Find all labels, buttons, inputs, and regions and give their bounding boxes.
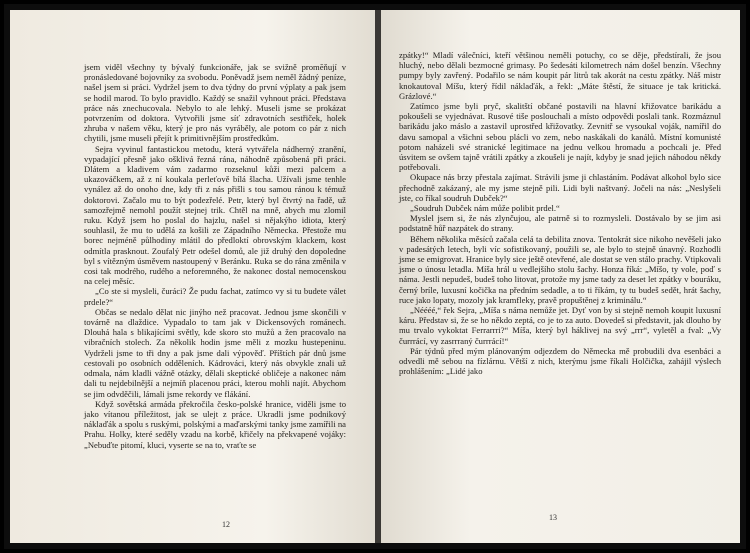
- right-page-text: [399, 50, 721, 377]
- left-page-text: [84, 62, 346, 450]
- paragraph: Občas se nedalo dělat nic jinýho než pracovat. Jednou jsme skončili v továrně na dlaždice. Vypadalo to tam jak v Dickensových románech. Dlouhá hala s blikajícími světly, kde skoro sto mužů a žen pracovalo na vibračních stolech. Za několik hodin jsme měli z mozku hustepeninu. Vydrželi jsme to tři dny a pak jsme dali výpověď. Příštích pár dnů jsme cestovali po osobních odděleních. Kádrováci, který nás obvykle znali už odmala, nám kladli vážně otázky, dělali skeptické obličeje a nakonec nám dali tu nejdebilnější a nejmíň placenou práci, kterou mohli najít. Abychom se jim odvděčili, lámali jsme rekordy ve flákání.: [84, 306, 346, 399]
- left-page: [10, 10, 375, 543]
- paragraph: „Co ste si mysleli, čuráci? Že pudu fachat, zatímco vy si tu budete válet prdele?“: [84, 286, 346, 307]
- paragraph: jsem viděl všechny ty bývalý funkcionáře, jak se svižně promĕňují v pronásledované bojovníky za svobodu. Poněvadž jsem neměl žádný peníze, našel jsem si práci. Vydržel jsem to dva týdny do první výplaty a pak jsem se hodil marod. To bylo pravidlo. Každý se snažil vyhnout práci. Představa práce nás znechucovala. Nebylo to ale lehký. Museli jsme se prokázat potvrzením od doktora. Vytvořili jsme síť zdravotních sestřiček, holek zhruba v našem věku, který je pro nás vyráběly, ale potom co pár z nich chytili, jsme museli přejít k primitivnějším prostředkům.: [84, 62, 346, 144]
- book-spread: [4, 4, 746, 549]
- paragraph: Když sovětská armáda překročila česko-polské hranice, viděli jsme to jako vítanou příležitost, jak se ulejt z práce. Ukradli jsme podnikový náklaďák a spolu s ruskými, polskými a maďarskými tanky jsme zamířili na Prahu. Holky, které seděly vzadu na korbě, křičely na překvapené vojáky: „Nebuďte pitomí, kluci, vyserte se na to, vraťte se: [84, 398, 346, 450]
- paragraph: „Néééé,“ řek Sejra, „Míša s náma nemůže jet. Dyť von by si stejně nemoh koupit luxusní káru. Představ si, že se ho někdo zeptá, co je to za auto. Dovedeš si představit, jak dlouho by mu trvalo vykoktat Ferrarrri?“ Míša, který byl hákliveј na svý „rrr“, vyletěl a fval: „Vy čurrrácí, vy zasrrraný čurrrácí!“: [399, 305, 721, 346]
- page-number: 13: [549, 513, 557, 522]
- paragraph: zpátky!“ Mladí válečníci, kteří většinou neměli potuchy, co se děje, předstírali, že jsou hluchý, nebo dělali bezmocné grimasy. Po šedesáti kilometrech nám došel benzín. Všechny pumpy byly zavřený. Podařilo se nám koupit pár litrů tak akorát na cestu zpátky. Náš mistr knokautoval Míšu, který řídil náklaďák, a řekl: „Máte štěstí, že situace je tak kritická. Grázlové.“: [399, 50, 721, 101]
- page-number: 12: [222, 520, 230, 529]
- right-page: [381, 10, 740, 543]
- paragraph: Zatímco jsme byli pryč, skalitští občané postavili na hlavní křižovatce barikádu a pokoušeli se vyjednávat. Rusové tiše poslouchali a místo odpovědi poslali tank. Rozmáznul barikádu jako máslo a zastavil uprostřed křižovatky. Zevnitř se vysoukal voják, namířil do davu samopal a všichni sebou plácli vo zem, nebo naskákali do kanálů. Místní komunisté potom naházeli své stranické legitimace na jednu velkou hromadu a pochcali je. Před úsvitem se ovšem tajně vrátili zpátky a zkoušeli je najít, kdyby je snad jejich náhodou někdy potřebovali.: [399, 101, 721, 173]
- paragraph: Pár týdnů před mým plánovaným odjezdem do Německa mě probudili dva esenbáci a odvedli mě sebou na fízlárnu. Větší z nich, kterýmu jsme říkali Holčička, zahájil výslech prohlášením: „Lidé jako: [399, 345, 721, 377]
- paragraph: „Soudruh Dubček nám může polibit prdel.“: [410, 203, 560, 214]
- paragraph: Okupace nás brzy přestala zajímat. Strávili jsme ji chlastáním. Podávat alkohol bylo sice přechodně zakázaný, ale my jsme stejně pili. Lidi byli naštvaný. Jočeli na nás: „Neslyšeli jste, co říkal soudruh Dubček?“: [399, 172, 721, 203]
- paragraph: Myslel jsem si, že nás zlynčujou, ale patrně si to rozmysleli. Dostávalo by se jim asi podstatně hůř nazpátek do strany.: [399, 213, 721, 234]
- paragraph: Během několika měsíců začala celá ta debilita znova. Tentokrát sice nikoho nevěšeli jako v padesátých letech, byli víc sofistikovaný, použili se, ale bylo to stejně únavný. Rozhodli jsme se emigrovat. Hranice byly sice ještě otevřené, ale dostat se ven stálo prachy. Vtipkovali jsme o únosu letadla. Míša hrál u vedlejšího stolu šachy. Honza říká: „Míšo, ty vole, poď s náma. Jestli nepudeš, budeš toho litovat, protože my jsme tady za deset let zpátky v bouráku, černý bríle, luxusní kočička na předním sedadle, a to ti říkám, ty tu budeš sedět, hrát šachy, ruce jako lopaty, mozoly jak kramfleky, pravě propuštěnej z kriminálu.“: [399, 233, 721, 305]
- paragraph: Sejra vyvinul fantastickou metodu, která vytvářela nádherný zranění, vypadající přesně jako ošklivá řezná rána, náhodně způsobená při práci. Dlátem a kladivem vám zadarmo rozseknul kůži mezi palcem a ukazováčkem, až z ní koukala perleťově bílá šlacha. Užívali jsme tenhle vynález až do onoho dne, kdy tři z nás přišli s tou samou ránou k témuž doktorovi. Začalo mu to být podezřelé. Petr, který byl čtvrtý na řadě, už samozřejmě nemohl použít stejnej trik. Chtěl na mně, abych mu zlomil ruku. Když jsem ho poslal do hajzlu, našel si nějakýho idiota, který souhlasil, že mu to udělá za košili ze Západního Německa. Přestože mu borec nejméně půlhodiny mlátil do předloktí obrovským klackem, kost odmítla prasknout. Zoufalý Petr odešel domů, ale již druhý den dopoledne byl s vítězným úsměvem nastoupený v Beránku. Ruka se do rána změnila v cosi tak modrého, rudého a neforemného, že nakonec dostal nemocenskou na celej měsíc.: [84, 143, 346, 287]
